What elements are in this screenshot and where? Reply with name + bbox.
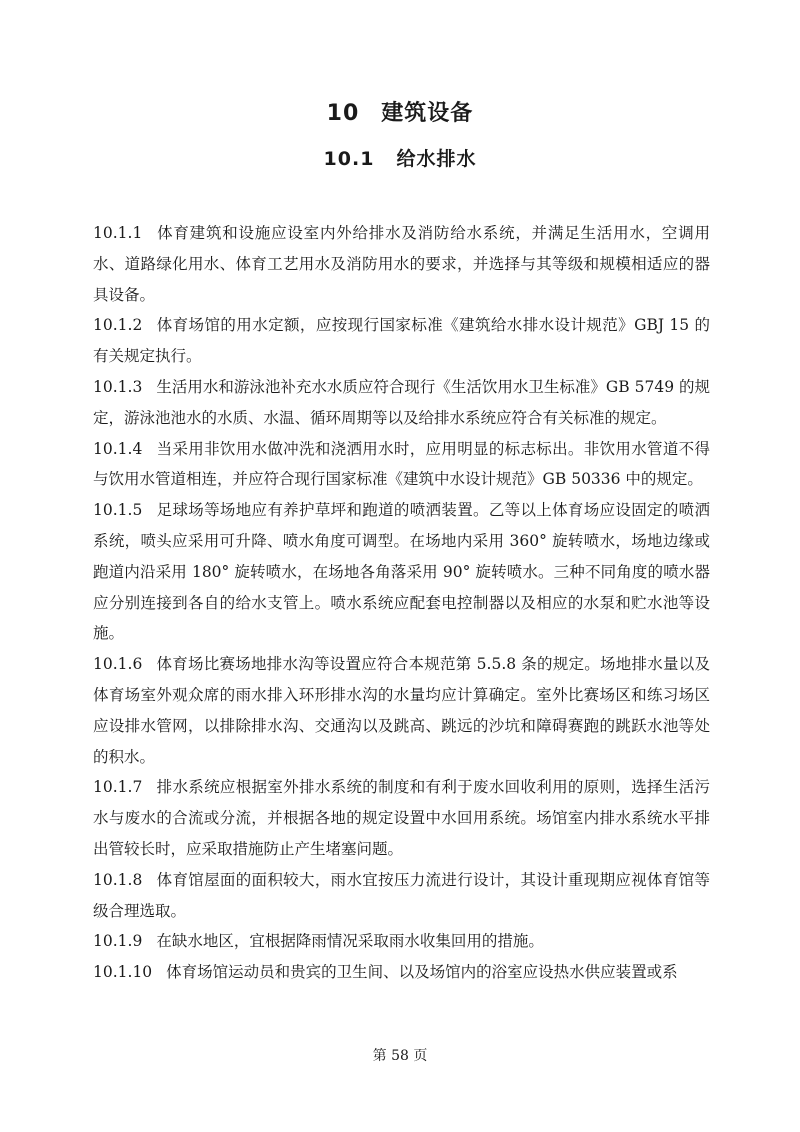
clause-number: 10.1.9 xyxy=(93,932,143,951)
clause xyxy=(93,495,710,649)
clause-number: 10.1.4 xyxy=(93,439,143,458)
clause-text: 体育场馆的用水定额，应按现行国家标准《建筑给水排水设计规范》GBJ 15 的有关规定执行。 xyxy=(93,316,710,366)
clause xyxy=(93,218,710,310)
clause xyxy=(93,310,710,372)
clause-number: 10.1.1 xyxy=(93,224,143,242)
clause-number: 10.1.10 xyxy=(93,963,153,982)
clause xyxy=(93,649,710,772)
clause xyxy=(93,865,710,927)
clause-number: 10.1.7 xyxy=(93,778,143,797)
section-title-text: 给水排水 xyxy=(396,148,477,170)
clause-list xyxy=(93,218,710,988)
page-number: 第 58 页 xyxy=(372,1048,428,1064)
clause xyxy=(93,772,710,864)
clause-text: 体育场馆运动员和贵宾的卫生间、以及场馆内的浴室应设热水供应装置或系 xyxy=(166,963,678,982)
chapter-title-text: 建筑设备 xyxy=(381,101,474,126)
chapter-title xyxy=(0,96,800,127)
clause-text: 生活用水和游泳池补充水水质应符合现行《生活饮用水卫生标准》GB 5749 的规定，游泳池池水的水质、水温、循环周期等以及给排水系统应符合有关标准的规定。 xyxy=(93,377,710,427)
clause-number: 10.1.5 xyxy=(93,501,143,520)
clause xyxy=(93,372,710,434)
clause-text: 在缺水地区，宜根据降雨情况采取雨水收集回用的措施。 xyxy=(156,932,544,951)
clause xyxy=(93,957,710,988)
clause-text: 足球场等场地应有养护草坪和跑道的喷洒装置。乙等以上体育场应设固定的喷洒系统，喷头应采用可升降、喷水角度可调型。在场地内采用 360° 旋转喷水，场地边缘或跑道内沿采用 180° 旋转喷水，在场地各角落采用 90° 旋转喷水。三种不同角度的喷水器应分别连接到各自的给水支管上。喷水系统应配套电控制器以及相应的水泵和贮水池等设施。 xyxy=(93,501,710,643)
clause-number: 10.1.3 xyxy=(93,377,143,396)
chapter-number: 10 xyxy=(326,101,360,126)
clause-text: 当采用非饮用水做冲洗和浇洒用水时，应用明显的标志标出。非饮用水管道不得与饮用水管道相连，并应符合现行国家标准《建筑中水设计规范》GB 50336 中的规定。 xyxy=(93,439,710,489)
clause-text: 体育场比赛场地排水沟等设置应符合本规范第 5.5.8 条的规定。场地排水量以及体育场室外观众席的雨水排入环形排水沟的水量均应计算确定。室外比赛场区和练习场区应设排水管网，以排除排水沟、交通沟以及跳高、跳远的沙坑和障碍赛跑的跳跃水池等处的积水。 xyxy=(93,655,710,766)
clause xyxy=(93,434,710,496)
clause-number: 10.1.6 xyxy=(93,655,143,674)
clause-number: 10.1.8 xyxy=(93,870,143,889)
clause-text: 排水系统应根据室外排水系统的制度和有利于废水回收利用的原则，选择生活污水与废水的合流或分流，并根据各地的规定设置中水回用系统。场馆室内排水系统水平排出管较长时，应采取措施防止产生堵塞问题。 xyxy=(93,778,710,858)
section-title xyxy=(0,144,800,171)
clause-text: 体育馆屋面的面积较大，雨水宜按压力流进行设计，其设计重现期应视体育馆等级合理选取。 xyxy=(93,870,710,920)
section-number: 10.1 xyxy=(323,148,375,170)
clause xyxy=(93,926,710,957)
clause-number: 10.1.2 xyxy=(93,316,143,335)
clause-text: 体育建筑和设施应设室内外给排水及消防给水系统，并满足生活用水，空调用水、道路绿化用水、体育工艺用水及消防用水的要求，并选择与其等级和规模相适应的器具设备。 xyxy=(93,224,710,304)
